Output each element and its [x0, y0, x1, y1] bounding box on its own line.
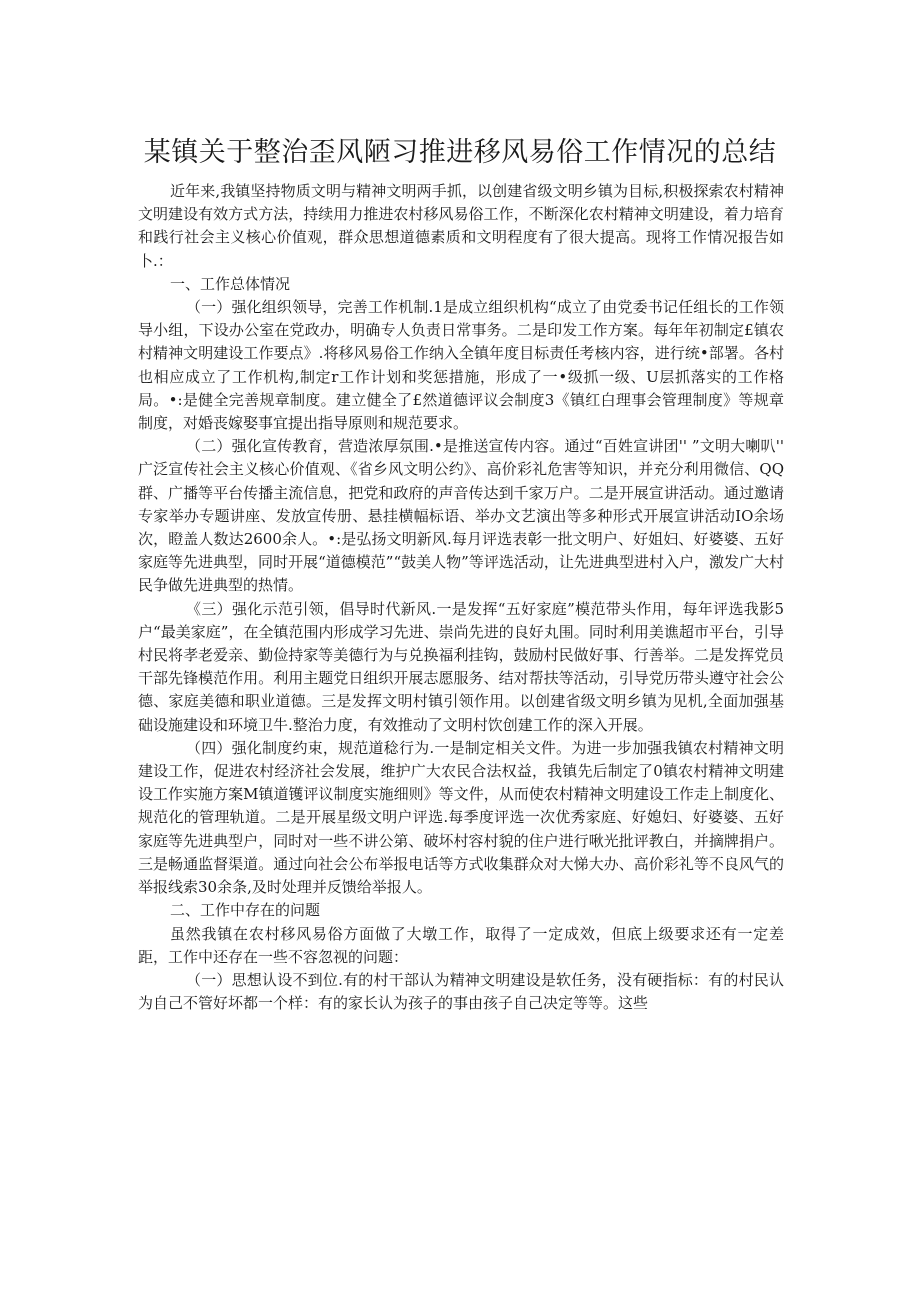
paragraph-intro: 近年来,我镇坚持物质文明与精神文明两手抓，以创建省级文明乡镇为目标,积极探索农村精神文明建设有效方式方法，持续用力推进农村移风易俗工作，不断深化农村精神文明建设，着力培育和践行社会主义核心价值观，群众思想道德素质和文明程度有了很大提高。现将工作情况报告如卜.：: [138, 182, 784, 270]
paragraph-1-3: 《三）强化示范引领，倡导时代新风.一是发挥“五好家庭”模范带头作用，每年评选我影5户“最美家庭”，在全镇范围内形成学习先进、崇尚先进的良好丸围。同时利用美谯超市平台，引导村民将孝老爱亲、勤俭持家等美德行为与兑换福利挂钩，鼓励村民做好事、行善举。二是发挥党员干部先锋模范作用。利用主题党日组织开展志愿服务、结对帮扶等活动，引导党历带头遵守社会公德、家庭美德和职业道德。三是发挥文明村镇引领作用。以创建省级文明乡镇为见机,全面加强基础设施建设和环境卫牛.整治力度，有效推动了文明村饮创建工作的深入开展。: [138, 599, 784, 734]
paragraph-1-2: （二）强化宣传教育，营造浓厚氛围.•是推送宣传内容。通过“百姓宣讲团'' ”文明大喇叭'' 广泛宣传社会主义核心价值观、《省乡风文明公约》、高价彩礼危害等知识，并充分利用微信、QQ群、广播等平台传播主流信息，把党和政府的声音传达到千家万户。二是开展宣讲活动。通过邀请专家举办专题讲座、发放宣传册、悬挂横幅标语、举办文艺演出等多种形式开展宣讲活动IO余场次，瞪盖人数达2600余人。•:是弘扬文明新风.每月评选表彰一批文明户、好姐妇、好婆婆、五好家庭等先进典型，同时开展“道德模范”“鼓美人物”等评选活动，让先进典型进村入户，激发广大村民争做先进典型的热情。: [138, 437, 784, 595]
paragraph-2-intro: 虽然我镇在农村移风易俗方面做了大墩工作，取得了一定成效，但底上级要求还有一定差距，工作中还存在一些不容忽视的问题：: [138, 924, 784, 966]
document-body: [138, 180, 784, 1015]
heading-section-2: 二、工作中存在的问题: [170, 901, 321, 920]
paragraph-1-1: （一）强化组织领导，完善工作机制.1是成立组织机构“成立了由党委书记任组长的工作领导小组，下设办公室在党政办，明确专人负责日常事务。二是印发工作方案。每年年初制定£镇农村精神文明建设工作要点》.将移风易俗工作纳入全镇年度目标责任考核内容，进行统•部署。各村也相应成立了工作机构,制定r工作计划和奖惩措施，形成了一•级抓一级、U层抓落实的工作格局。•:是健全完善规章制度。建立健全了£然道德评议会制度3《镇红白理事会管理制度》等规章制度，对婚丧嫁娶事宜提出指导原则和规范要求。: [138, 298, 784, 433]
heading-section-1: 一、工作总体情况: [170, 274, 291, 293]
document-title: 某镇关于整治歪风陋习推进移风易俗工作情况的总结: [143, 137, 777, 168]
paragraph-2-1: （一）思想认设不到位.有的村干部认为精神文明建设是软任务，没有硬指标：有的村民认为自己不管好坏都一个样：有的家长认为孩子的事由孩子自己决定等等。这些: [138, 970, 784, 1013]
paragraph-1-4: （四）强化制度约束，规范道稔行为.一是制定相关文件。为进一步加强我镇农村精神文明建设工作，促进农村经济社会发展，维护广大农民合法权益，我镇先后制定了0镇农村精神文明建设工作实施方案M镇道镬评议制度实施细则》等文件，从而使农村精神文明建设工作走上制度化、规范化的管理轨道。二是开展星级文明户评选.每季度评选一次优秀家庭、好媳妇、好婆婆、五好家庭等先进典型户，同时对一些不讲公第、破坏村容村貌的住户进行啾光批评教白，并摘牌捐户。三是畅通监督渠道。通过向社会公布举报电话等方式收集群众对大悌大办、高价彩礼等不良风气的举报线索30余条,及时处理并反馈给举报人。: [138, 738, 784, 897]
